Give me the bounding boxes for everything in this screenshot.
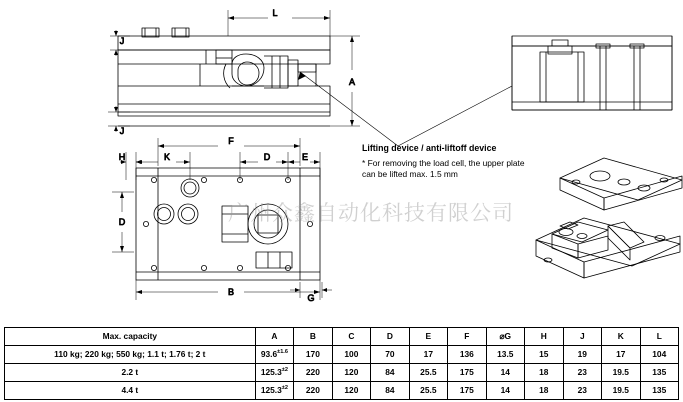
cell-f: 136 [448, 346, 486, 364]
cell-d: 70 [371, 346, 409, 364]
header-f: F [448, 328, 486, 346]
cell-k: 17 [602, 346, 640, 364]
cell-capacity: 110 kg; 220 kg; 550 kg; 1.1 t; 1.76 t; 2 t [5, 346, 256, 364]
header-l: L [640, 328, 679, 346]
watermark: 广州众鑫自动化科技有限公司 [228, 201, 514, 225]
cell-b: 170 [294, 346, 332, 364]
svg-text:D: D [118, 217, 126, 227]
note-body: * For removing the load cell, the upper plate can be lifted max. 1.5 mm [362, 157, 525, 179]
cell-d: 84 [371, 382, 409, 400]
svg-text:B: B [227, 287, 235, 297]
header-capacity: Max. capacity [5, 328, 256, 346]
cell-d: 84 [371, 364, 409, 382]
header-d: D [371, 328, 409, 346]
cell-h: 18 [525, 382, 563, 400]
cell-e: 25.5 [409, 382, 447, 400]
cell-g: 14 [486, 364, 524, 382]
cell-b: 220 [294, 382, 332, 400]
cell-e: 17 [409, 346, 447, 364]
table-row [5, 382, 679, 400]
note-title: Lifting device / anti-liftoff device [362, 143, 497, 153]
cell-j: 23 [563, 382, 601, 400]
svg-text:J: J [119, 126, 125, 136]
svg-text:F: F [228, 136, 234, 146]
header-a: A [255, 328, 293, 346]
cell-l: 104 [640, 346, 679, 364]
cell-f: 175 [448, 364, 486, 382]
cell-f: 175 [448, 382, 486, 400]
cell-a-tolerance: ±2 [281, 385, 288, 392]
table-row [5, 364, 679, 382]
cell-h: 18 [525, 364, 563, 382]
svg-text:E: E [301, 152, 309, 162]
cell-a-value: 125.3 [260, 367, 282, 377]
cell-a-tolerance: ±2 [281, 367, 288, 374]
svg-text:H: H [118, 152, 126, 162]
svg-text:A: A [348, 77, 356, 87]
header-j: J [563, 328, 601, 346]
svg-text:K: K [163, 152, 171, 162]
cell-c: 120 [332, 382, 370, 400]
cell-j: 19 [563, 346, 601, 364]
header-b: B [294, 328, 332, 346]
cell-c: 100 [332, 346, 370, 364]
table-row [5, 346, 679, 364]
header-c: C [332, 328, 370, 346]
cell-h: 15 [525, 346, 563, 364]
capacity-dimension-table [4, 327, 679, 400]
cell-j: 23 [563, 364, 601, 382]
table-header-row [5, 328, 679, 346]
cell-l: 135 [640, 364, 679, 382]
cell-k: 19.5 [602, 364, 640, 382]
cell-a-value: 93.6 [260, 349, 278, 359]
svg-text:D: D [263, 152, 271, 162]
cell-l: 135 [640, 382, 679, 400]
cell-c: 120 [332, 364, 370, 382]
cell-a-tolerance: ±1.6 [277, 349, 288, 356]
cell-k: 19.5 [602, 382, 640, 400]
header-g: ⌀G [486, 328, 524, 346]
cell-capacity: 4.4 t [5, 382, 256, 400]
header-k: K [602, 328, 640, 346]
svg-text:G: G [307, 293, 315, 303]
cell-b: 220 [294, 364, 332, 382]
cell-a [255, 346, 293, 364]
svg-text:J: J [119, 36, 125, 46]
cell-capacity: 2.2 t [5, 364, 256, 382]
cell-g: 14 [486, 382, 524, 400]
cell-e: 25.5 [409, 364, 447, 382]
svg-text:L: L [272, 8, 278, 18]
header-e: E [409, 328, 447, 346]
header-h: H [525, 328, 563, 346]
cell-a-value: 125.3 [260, 385, 282, 395]
cell-a [255, 382, 293, 400]
cell-a [255, 364, 293, 382]
cell-g: 13.5 [486, 346, 524, 364]
lifting-device-note [362, 143, 527, 180]
